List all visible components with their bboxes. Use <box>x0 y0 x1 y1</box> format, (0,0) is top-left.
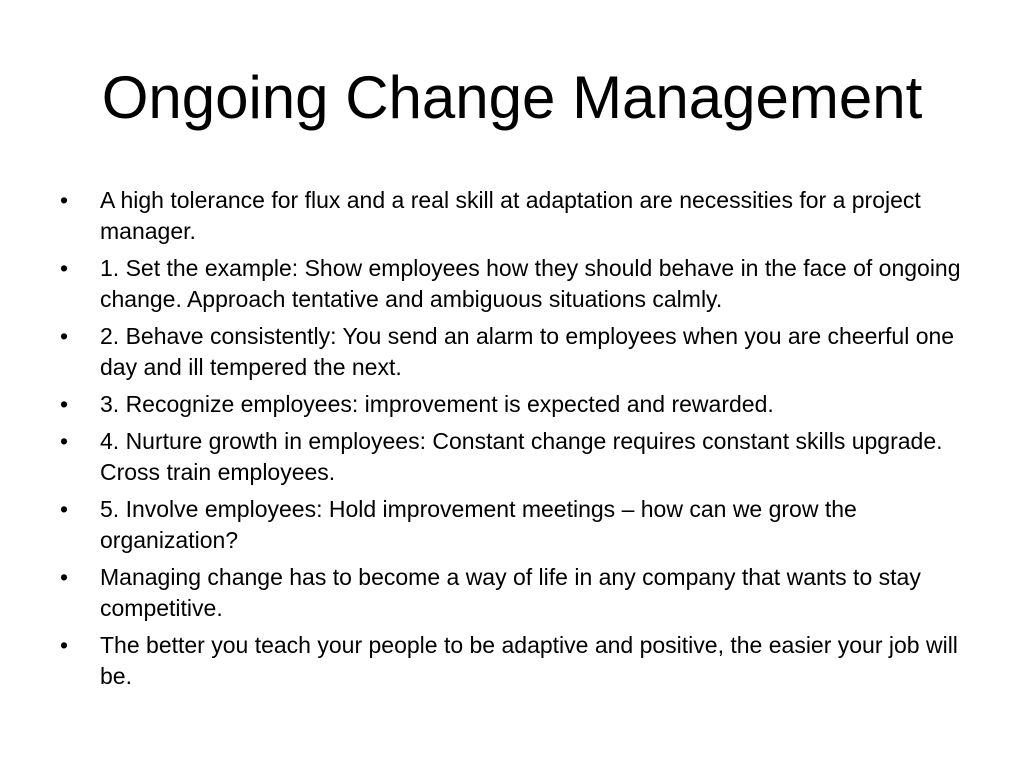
bullet-item <box>56 321 968 383</box>
bullet-text: 1. Set the example: Show employees how they should behave in the face of ongoing change. Approach tentative and ambiguous situations calmly. <box>100 255 961 312</box>
bullet-marker: • <box>60 323 69 349</box>
bullet-marker: • <box>60 632 69 658</box>
bullet-marker: • <box>60 564 69 590</box>
bullet-text: 2. Behave consistently: You send an alarm to employees when you are cheerful one day and ill tempered the next. <box>100 323 955 380</box>
bullet-marker: • <box>60 391 69 417</box>
bullet-marker: • <box>60 255 69 281</box>
bullet-item <box>56 630 968 692</box>
bullet-marker: • <box>60 428 69 454</box>
bullet-item <box>56 494 968 556</box>
bullet-item <box>56 426 968 488</box>
bullet-item <box>56 185 968 247</box>
bullet-item <box>56 389 968 420</box>
bullet-marker: • <box>60 187 69 213</box>
bullet-text: 4. Nurture growth in employees: Constant change requires constant skills upgrade. Cross train employees. <box>100 428 943 485</box>
bullet-item <box>56 253 968 315</box>
bullet-text: 3. Recognize employees: improvement is expected and rewarded. <box>100 391 774 417</box>
bullet-text: A high tolerance for flux and a real skill at adaptation are necessities for a project manager. <box>100 187 921 244</box>
bullet-item <box>56 562 968 624</box>
bullet-text: The better you teach your people to be adaptive and positive, the easier your job will be. <box>100 632 958 689</box>
bullet-marker: • <box>60 496 69 522</box>
bullet-text: 5. Involve employees: Hold improvement meetings – how can we grow the organization? <box>100 496 857 553</box>
bullet-list <box>56 185 968 698</box>
slide-title: Ongoing Change Management <box>101 64 923 131</box>
bullet-text: Managing change has to become a way of life in any company that wants to stay competitive. <box>100 564 921 621</box>
